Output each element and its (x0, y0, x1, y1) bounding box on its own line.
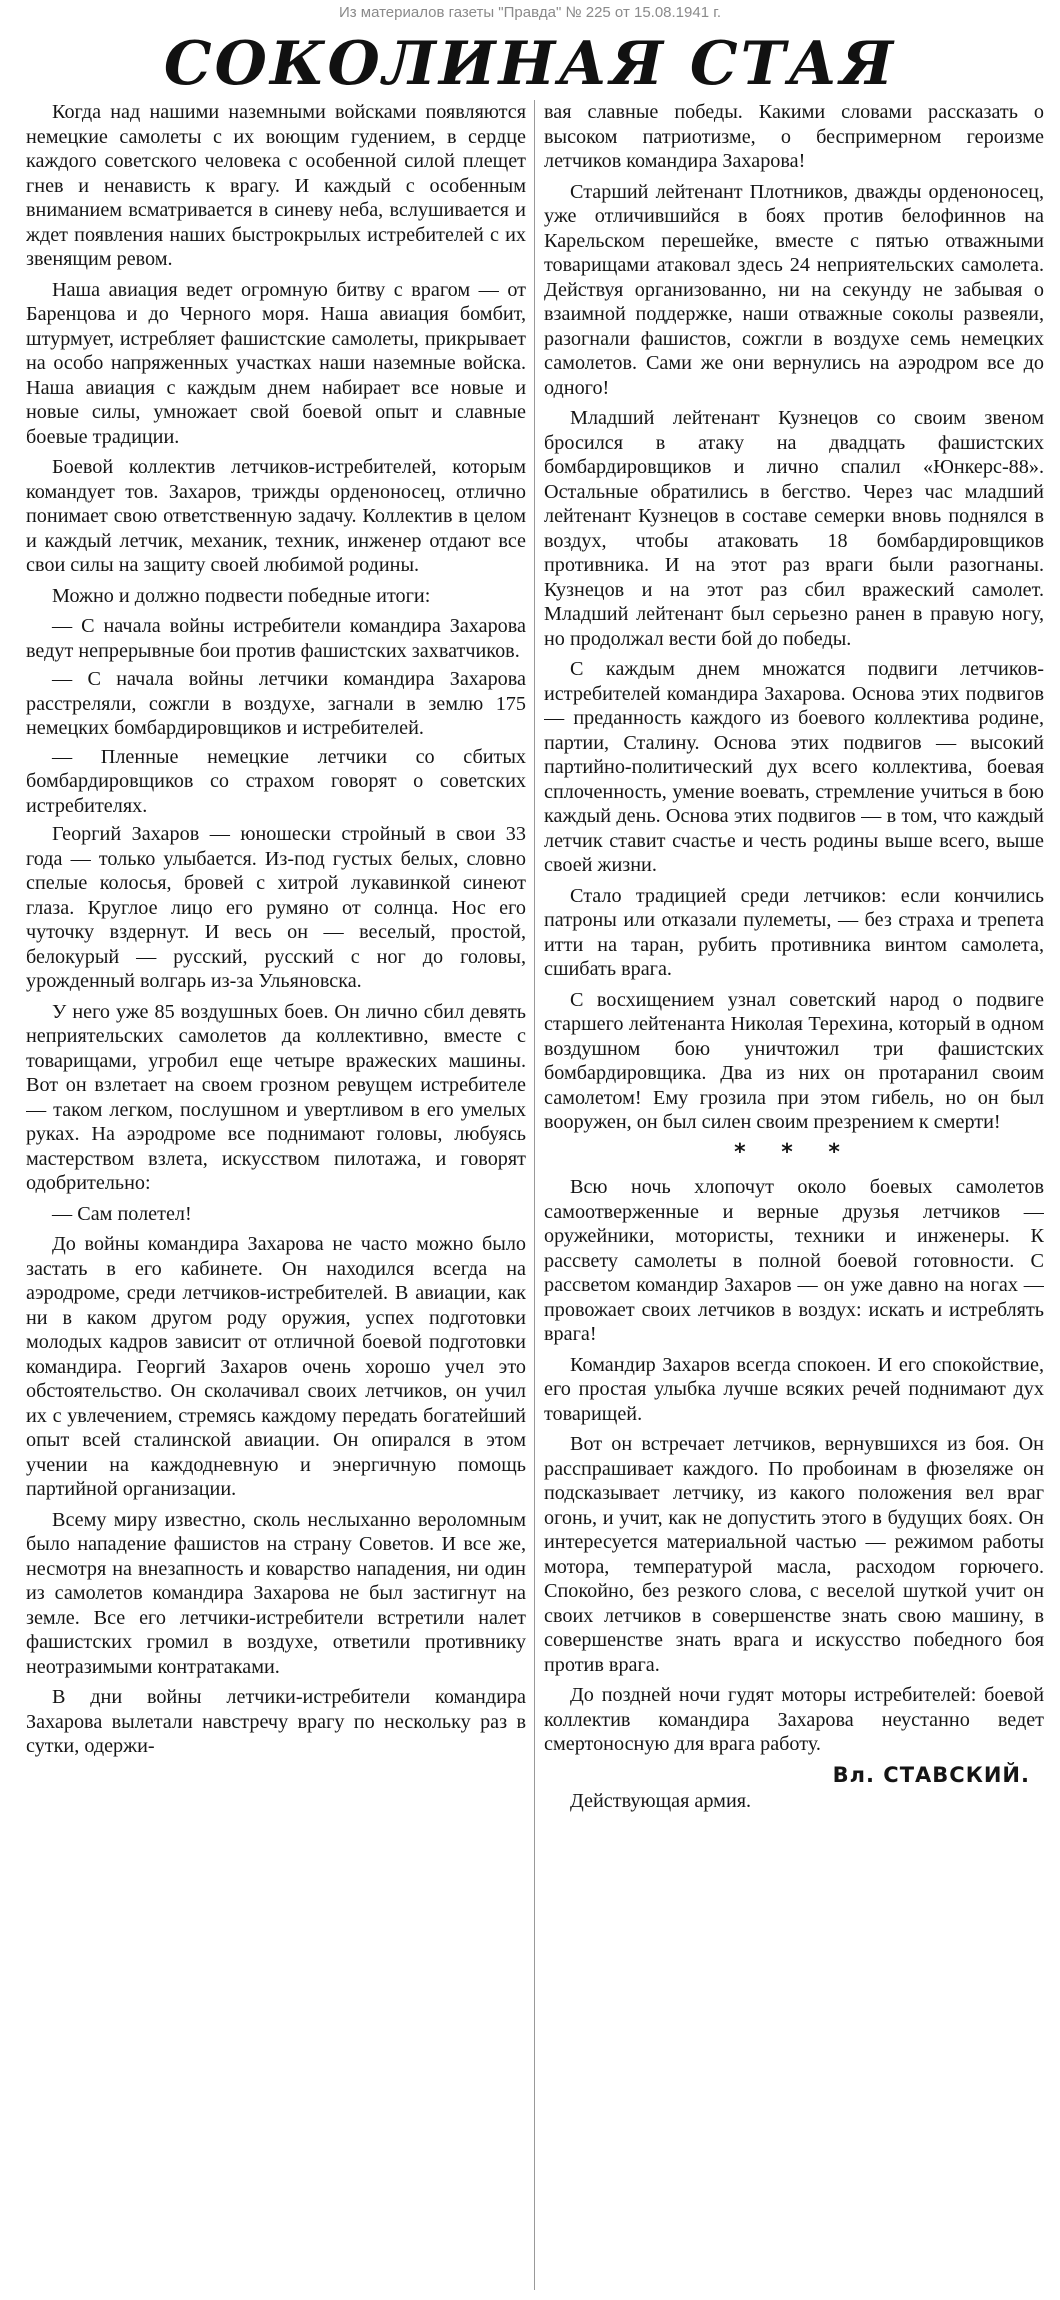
paragraph: Когда над нашими наземными войсками появляются немецкие самолеты с их воющим гудением, в сердце каждого советского человека с особенной силой плещет гнев и ненависть к врагу. И каждый с особенным вниманием всматривается в синеву неба, вслушивается и ждет появления наших быстрокрылых истребителей с их звенящим ревом. (26, 101, 526, 270)
paragraph: У него уже 85 воздушных боев. Он лично сбил девять неприятельских самолетов да коллективно, вместе с товарищами, угробил еще четыре вражеских машины. Вот он взлетает на своем грозном ревущем истребителе — таком легком, послушном и увертливом в его умелых руках. На аэродроме все поднимают головы, любуясь мастерством взлета, искусством пилотажа, и говорят одобрительно: (26, 1000, 526, 1194)
paragraph: С восхищением узнал советский народ о подвиге старшего лейтенанта Николая Терехина, который в одном воздушном бою уничтожил три фашистских бомбардировщика. Два из них он протаранил своим самолетом! Ему грозила при этом гибель, но он был вооружен, он был силен своим презрением к смерти! (544, 988, 1044, 1133)
paragraph: Можно и должно подвести победные итоги: (52, 584, 431, 607)
list-item: — С начала войны истребители командира Захарова ведут непрерывные бои против фашистских захватчиков. (26, 615, 526, 662)
paragraph: Всему миру известно, сколь неслыханно вероломным было нападение фашистов на страну Советов. И все же, несмотря на внезапность и коварство нападения, ни один из самолетов командира Захарова не был застигнут на земле. Все его летчики-истребители встретили налет фашистских громил в воздухе, ответили противнику неотразимыми контратаками. (26, 1508, 526, 1678)
list-item: — С начала войны летчики командира Захарова расстреляли, сожгли в воздухе, загнали в землю 175 немецких бомбардировщиков и истребителей. (26, 668, 526, 739)
paragraph: С каждым днем множатся подвиги летчиков-истребителей командира Захарова. Основа этих подвигов — преданность каждого из боевого коллектива родине, партии, Сталину. Основа этих подвигов — высокий партийно-политический дух всего коллектива, боевая сплоченность, умение воевать, стремление учиться в бою каждый день. Основа этих подвигов — в том, что каждый летчик ставит счастье и честь родины выше всего, выше своей жизни. (544, 658, 1044, 876)
left-column (26, 100, 526, 2296)
paragraph: Георгий Захаров — юношески стройный в свои 33 года — только улыбается. Из-под густых белых, словно спелые колосья, бровей с хитрой лукавинкой синеют глаза. Круглое лицо его румяно от солнца. Нос его чуточку вздернут. И весь он — веселый, простой, белокурый — русский, русский с ног до головы, урожденный волгарь из-за Ульяновска. (26, 823, 526, 992)
paragraph: вая славные победы. Какими словами рассказать о высоком патриотизме, о беспримерном героизме летчиков командира Захарова! (544, 101, 1044, 172)
paragraph: Старший лейтенант Плотников, дважды орденоносец, уже отличившийся в боях против белофиннов на Карельском перешейке, вместе с пятью отважными товарищами атаковал здесь 24 неприятельских самолета. Действуя организованно, ни на секунду не забывая о взаимной поддержке, наши отважные соколы развеяли, разогнали фашистов, сожгли в воздухе семь немецких самолетов. Сами же они вернулись на аэродром все до одного! (544, 180, 1044, 399)
column-divider (534, 100, 535, 2290)
paragraph: Боевой коллектив летчиков-истребителей, которым командует тов. Захаров, трижды орденоносец, отлично понимает свою ответственную задачу. Коллектив в целом и каждый летчик, механик, техник, инженер отдают все свои силы на защиту своей любимой родины. (26, 456, 526, 576)
paragraph: Младший лейтенант Кузнецов со своим звеном бросился в атаку на двадцать фашистских бомбардировщиков и лично спалил «Юнкерс-88». Остальные обратились в бегство. Через час младший лейтенант Кузнецов в составе семерки вновь поднялся в воздух, чтобы атаковать 18 бомбардировщиков противника. И на этот раз враги были разогнаны. Кузнецов и на этот раз сбил вражеский самолет. Младший лейтенант был серьезно ранен в правую ногу, но продолжал вести бой до победы. (544, 407, 1044, 650)
paragraph: Наша авиация ведет огромную битву с врагом — от Баренцова и до Черного моря. Наша авиация бомбит, штурмует, истребляет фашистские самолеты, прикрывает на особо напряженных участках наши наземные войска. Наша авиация с каждым днем набирает все новые и новые силы, умножает свой боевой опыт и славные боевые традиции. (26, 278, 526, 448)
list-item: — Пленные немецкие летчики со сбитых бомбардировщиков со страхом говорят о советских истребителях. (26, 745, 526, 817)
paragraph: Всю ночь хлопочут около боевых самолетов самоотверженные и верные друзья летчиков — оружейники, мотористы, техники и инженеры. К рассвету самолеты в полной боевой готовности. С рассветом командир Захаров — он уже давно на ногах — провожает своих летчиков в воздух: искать и истреблять врага! (544, 1176, 1044, 1345)
paragraph: Командир Захаров всегда спокоен. И его спокойствие, его простая улыбка лучше всяких речей поднимают дух товарищей. (544, 1353, 1044, 1425)
paragraph: Вот он встречает летчиков, вернувшихся из боя. Он расспрашивает каждого. По пробоинам в фюзеляже он подсказывает летчику, из какого положения вел враг огонь, и учит, как не допустить этого в будущих боях. Он интересуется материальной частью — режимом работы мотора, температурой масла, расходом горючего. Спокойно, без резкого слова, с веселой шуткой учит он своих летчиков в совершенстве знать свою машину, в совершенстве знать врага и искусство победного боя против врага. (544, 1433, 1044, 1676)
source-note: Из материалов газеты "Правда" № 225 от 15.08.1941 г. (338, 4, 722, 21)
paragraph: В дни войны летчики-истребители командира Захарова вылетали навстречу врагу по нескольку раз в сутки, одержи- (26, 1686, 526, 1757)
paragraph: Стало традицией среди летчиков: если кончились патроны или отказали пулеметы, — без страха и трепета итти на таран, рубить противника винтом самолета, сшибать врага. (544, 884, 1044, 980)
quote: — Сам полетел! (52, 1202, 192, 1225)
paragraph: До войны командира Захарова не часто можно было застать в его кабинете. Он находился всегда на аэродроме, среди летчиков-истребителей. В авиации, как ни в каком другом роду оружия, успех подготовки молодых кадров зависит от отличной боевой подготовки командира. Георгий Захаров очень хорошо учел это обстоятельство. Он сколачивал своих летчиков, он учил их с увлечением, стремясь каждому передать богатейший опыт всей сталинской авиации. Он опирался в этом учении на каждодневную и энергичную помощь партийной организации. (26, 1233, 526, 1500)
author-byline: Вл. СТАВСКИЙ. (832, 1762, 1030, 1787)
paragraph: До поздней ночи гудят моторы истребителей: боевой коллектив командира Захарова неустанно ведет смертоносную для врага работу. (544, 1684, 1044, 1755)
right-column (544, 100, 1044, 2296)
article-title: СОКОЛИНАЯ СТАЯ (163, 29, 897, 99)
section-separator: * * * (734, 1139, 854, 1165)
dateline: Действующая армия. (570, 1790, 752, 1812)
